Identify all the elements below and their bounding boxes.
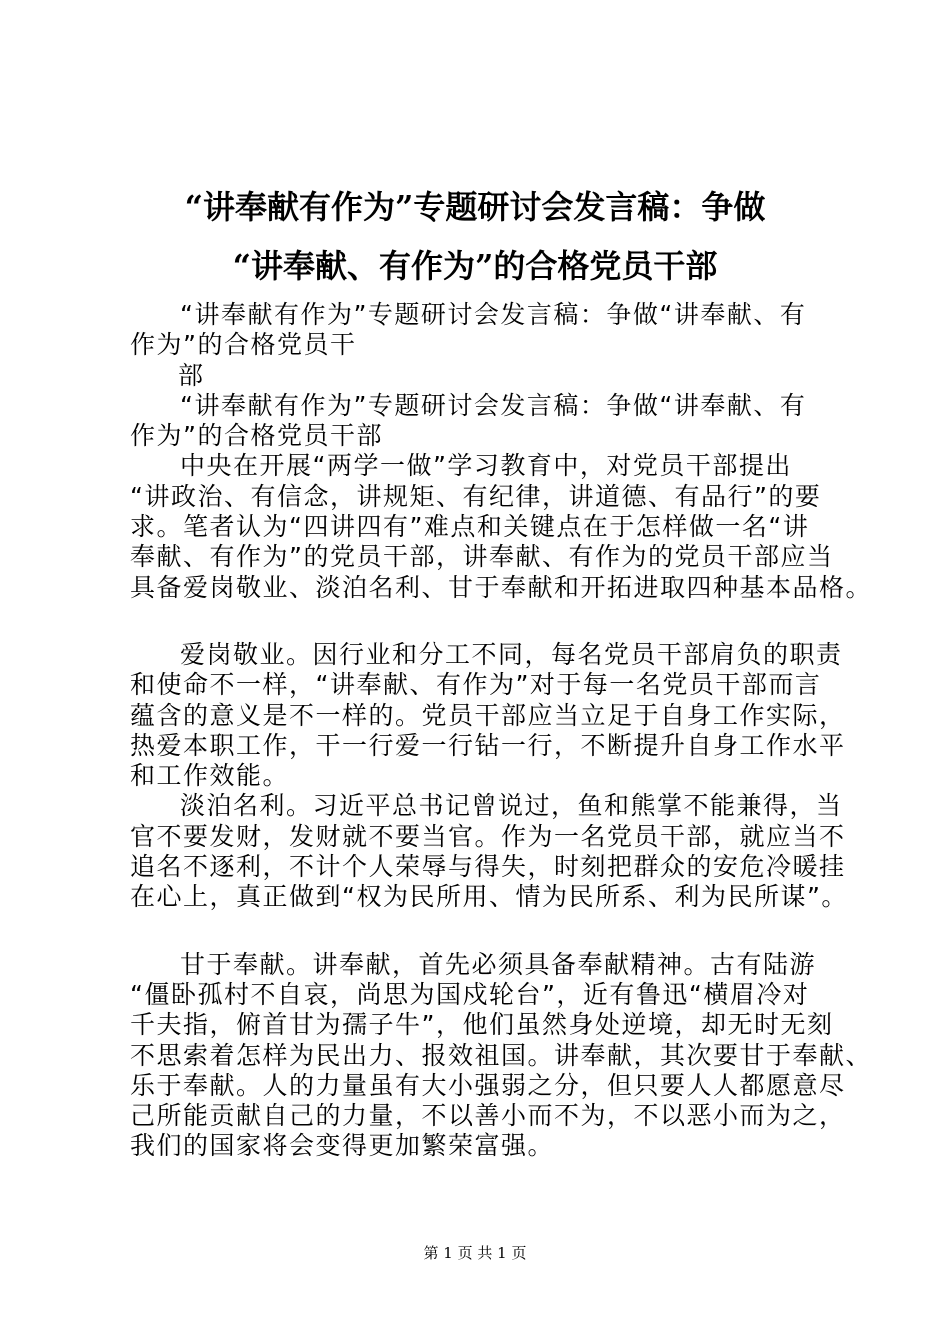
- paragraph-line: 和使命不一样，“讲奉献、有作为”对于每一名党员干部而言: [130, 670, 822, 700]
- paragraph-line: 己所能贡献自己的力量，不以善小而不为，不以恶小而为之，: [130, 1101, 846, 1131]
- paragraph-ganyufengxian: [130, 949, 873, 1162]
- paragraph-line: 蕴含的意义是不一样的。党员干部应当立足于自身工作实际，: [130, 700, 846, 730]
- paragraph-line: 爱岗敬业。因行业和分工不同，每名党员干部肩负的职责: [180, 639, 843, 669]
- paragraph-line: 具备爱岗敬业、淡泊名利、甘于奉献和开拓进取四种基本品格。: [130, 572, 873, 602]
- document-title: [100, 178, 850, 296]
- paragraph-line: 求。笔者认为“四讲四有”难点和关键点在于怎样做一名“讲: [130, 512, 810, 542]
- paragraph-line: “僵卧孤村不自哀，尚思为国戍轮台”，近有鲁迅“横眉冷对: [130, 979, 810, 1009]
- title-line-2: “讲奉献、有作为”的合格党员干部: [232, 247, 718, 285]
- paragraph-line: 热爱本职工作，干一行爱一行钻一行，不断提升自身工作水平: [130, 730, 846, 760]
- subtitle-line: 部: [178, 360, 205, 390]
- page-footer: [0, 1243, 950, 1263]
- paragraph-line: 不思索着怎样为民出力、报效祖国。讲奉献，其次要甘于奉献、: [130, 1040, 873, 1070]
- paragraph-aigangjingye: [130, 639, 846, 791]
- paragraph-line: 我们的国家将会变得更加繁荣富强。: [130, 1131, 555, 1161]
- subtitle-line: 作为”的合格党员干部: [130, 421, 383, 451]
- subtitle-line: “讲奉献有作为”专题研讨会发言稿：争做“讲奉献、有: [180, 390, 807, 420]
- subtitle-line: 作为”的合格党员干: [130, 330, 357, 360]
- paragraph-line: 追名不逐利，不计个人荣辱与得失，时刻把群众的安危冷暖挂: [130, 852, 846, 882]
- paragraph-line: 官不要发财，发财就不要当官。作为一名党员干部，就应当不: [130, 821, 846, 851]
- paragraph-spacer: [130, 913, 830, 950]
- title-line-1: “讲奉献有作为”专题研讨会发言稿：争做: [184, 188, 766, 226]
- paragraph-line: 甘于奉献。讲奉献，首先必须具备奉献精神。古有陆游: [180, 949, 817, 979]
- paragraph-line: 中央在开展“两学一做”学习教育中，对党员干部提出: [180, 451, 792, 481]
- paragraph-line: 和工作效能。: [130, 761, 290, 791]
- paragraph-line: 奉献、有作为”的党员干部，讲奉献、有作为的党员干部应当: [130, 542, 834, 572]
- paragraph-line: 淡泊名利。习近平总书记曾说过，鱼和熊掌不能兼得，当: [180, 791, 843, 821]
- paragraph-line: “讲政治、有信念，讲规矩、有纪律，讲道德、有品行”的要: [130, 481, 822, 511]
- paragraph-danbomingli: [130, 791, 848, 912]
- paragraph-intro: [130, 451, 873, 602]
- paragraph-line: 千夫指，俯首甘为孺子牛”，他们虽然身处逆境，却无时无刻: [130, 1010, 834, 1040]
- page-number-label: 第 1 页 共 1 页: [423, 1244, 527, 1262]
- paragraph-line: 乐于奉献。人的力量虽有大小强弱之分，但只要人人都愿意尽: [130, 1070, 846, 1100]
- subtitle-line: “讲奉献有作为”专题研讨会发言稿：争做“讲奉献、有: [180, 300, 807, 329]
- paragraph-spacer: [130, 603, 830, 640]
- paragraph-line: 在心上，真正做到“权为民所用、情为民所系、利为民所谋”。: [130, 882, 848, 912]
- document-body: [130, 300, 873, 1162]
